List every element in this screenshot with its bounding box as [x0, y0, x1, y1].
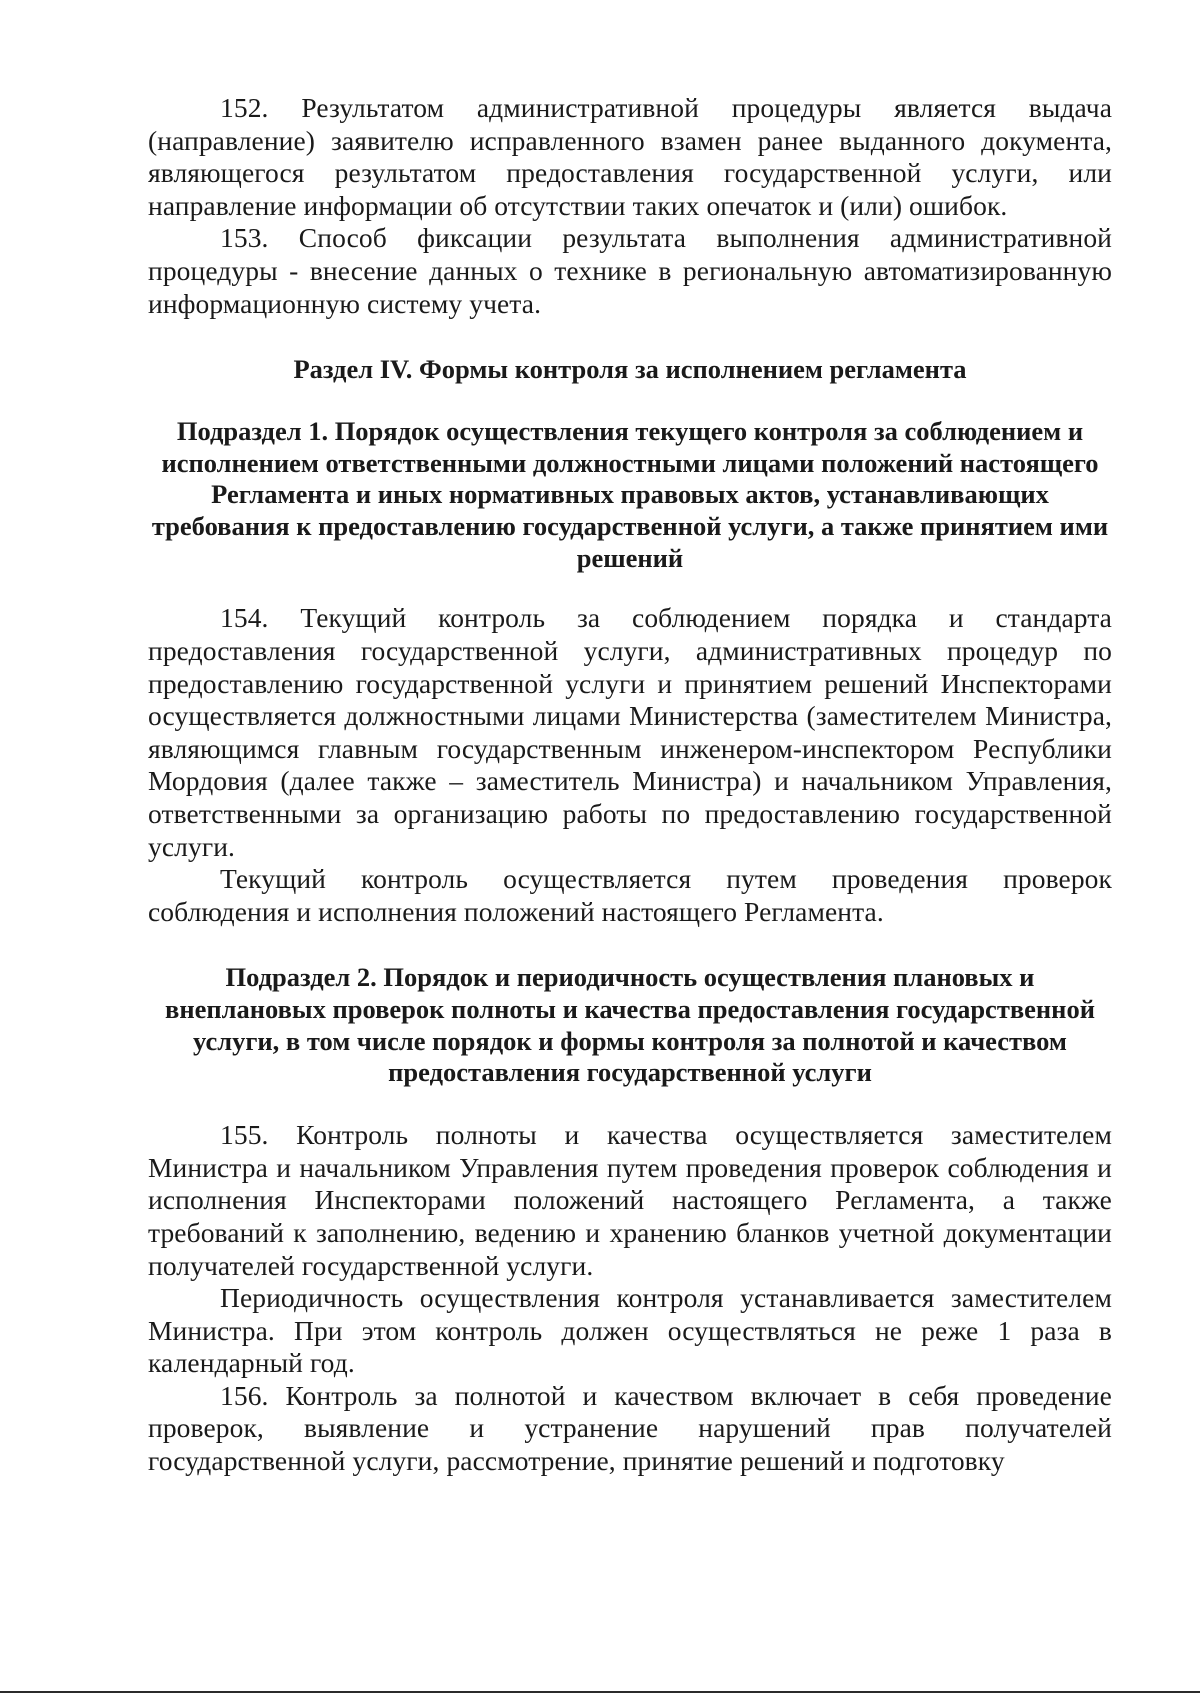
subsection-1-heading: Подраздел 1. Порядок осуществления текущего контроля за соблюдением и исполнением ответственными должностными лицами положений настоящего Регламента и иных нормативных правовых актов, устанавливающих требования к предоставлению государственной услуги, а также принятием ими решений: [151, 415, 1109, 573]
scan-bottom-edge: [0, 1691, 1200, 1693]
subsection-2-heading: Подраздел 2. Порядок и периодичность осуществления плановых и внеплановых проверок полноты и качества предоставления государственной услуги, в том числе порядок и формы контроля за полнотой и качеством предоставления государственной услуги: [165, 962, 1095, 1088]
paragraph-153: 153. Способ фиксации результата выполнения административной процедуры - внесение данных о технике в региональную автоматизированную информационную систему учета.: [148, 222, 1112, 319]
section-heading: Раздел IV. Формы контроля за исполнением регламента: [293, 354, 967, 385]
document-page: [148, 92, 1112, 1478]
paragraph-periodicity: Периодичность осуществления контроля устанавливается заместителем Министра. При этом контроль должен осуществляться не реже 1 раза в календарный год.: [148, 1282, 1112, 1379]
paragraph-154: 154. Текущий контроль за соблюдением порядка и стандарта предоставления государственной услуги, административных процедур по предоставлению государственной услуги и принятием решений Инспекторами осуществляется должностными лицами Министерства (заместителем Министра, являющимся главным государственным инженером-инспектором Республики Мордовия (далее также – заместитель Министра) и начальником Управления, ответственными за организацию работы по предоставлению государственной услуги.: [148, 602, 1112, 862]
paragraph-current-control: Текущий контроль осуществляется путем проведения проверок соблюдения и исполнения положений настоящего Регламента.: [148, 863, 1112, 927]
paragraph-155: 155. Контроль полноты и качества осуществляется заместителем Министра и начальником Управления путем проведения проверок соблюдения и исполнения Инспекторами положений настоящего Регламента, а также требований к заполнению, ведению и хранению бланков учетной документации получателей государственной услуги.: [148, 1119, 1112, 1281]
paragraph-156: 156. Контроль за полнотой и качеством включает в себя проведение проверок, выявление и устранение нарушений прав получателей государственной услуги, рассмотрение, принятие решений и подготовку: [148, 1379, 1112, 1477]
paragraph-152: 152. Результатом административной процедуры является выдача (направление) заявителю исправленного взамен ранее выданного документа, являющегося результатом предоставления государственной услуги, или направление информации об отсутствии таких опечаток и (или) ошибок.: [148, 92, 1112, 221]
